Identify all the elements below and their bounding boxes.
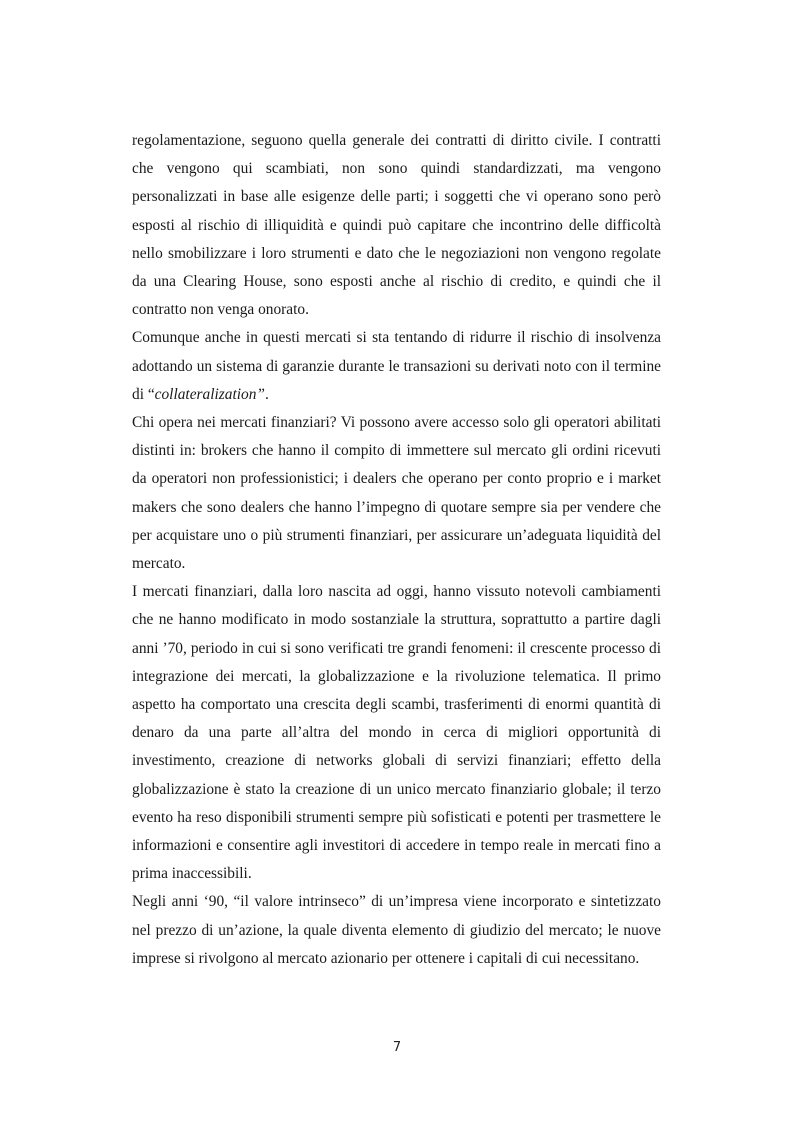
paragraph: regolamentazione, seguono quella generale dei contratti di diritto civile. I contratti che vengono qui scambiati, non sono quindi standardizzati, ma vengono personalizzati in base alle esigenze delle parti; i soggetti che vi operano sono però esposti al rischio di illiquidità e quindi può capitare che incontrino delle difficoltà nello smobilizzare i loro strumenti e dato che le negoziazioni non vengono regolate da una Clearing House, sono esposti anche al rischio di credito, e quindi che il contratto non venga onorato. [132, 132, 661, 319]
paragraph-text: Comunque anche in questi mercati si sta tentando di ridurre il rischio di insolvenza adottando un sistema di garanzie durante le transazioni su derivati noto con il termine di “ [132, 329, 661, 403]
paragraph: I mercati finanziari, dalla loro nascita ad oggi, hanno vissuto notevoli cambiamenti che ne hanno modificato in modo sostanziale la struttura, soprattutto a partire dagli anni ’70, periodo in cui si sono verificati tre grandi fenomeni: il crescente processo di integrazione dei mercati, la globalizzazione e la rivoluzione telematica. Il primo aspetto ha comportato una crescita degli scambi, trasferimenti di enormi quantità di denaro da una parte all’altra del mondo in cerca di migliori opportunità di investimento, creazione di networks globali di servizi finanziari; effetto della globalizzazione è stato la creazione di un unico mercato finanziario globale; il terzo evento ha reso disponibili strumenti sempre più sofisticati e potenti per trasmettere le informazioni e consentire agli investitori di accedere in tempo reale in mercati fino a prima inaccessibili. [132, 583, 661, 883]
body-text [132, 127, 661, 973]
paragraph: Negli anni ‘90, “il valore intrinseco” di un’impresa viene incorporato e sintetizzato nel prezzo di un’azione, la quale diventa elemento di giudizio del mercato; le nuove imprese si rivolgono al mercato azionario per ottenere i capitali di cui necessitano. [132, 893, 661, 967]
italic-term: collateralization” [154, 385, 265, 403]
paragraph: Chi opera nei mercati finanziari? Vi possono avere accesso solo gli operatori abilitati distinti in: brokers che hanno il compito di immettere sul mercato gli ordini ricevuti da operatori non professionistici; i dealers che operano per conto proprio e i market makers che sono dealers che hanno l’impegno di quotare sempre sia per vendere che per acquistare uno o più strumenti finanziari, per assicurare un’adeguata liquidità del mercato. [132, 414, 661, 573]
page-number: 7 [392, 1040, 402, 1055]
paragraph [132, 324, 661, 409]
paragraph-text: . [264, 385, 269, 403]
